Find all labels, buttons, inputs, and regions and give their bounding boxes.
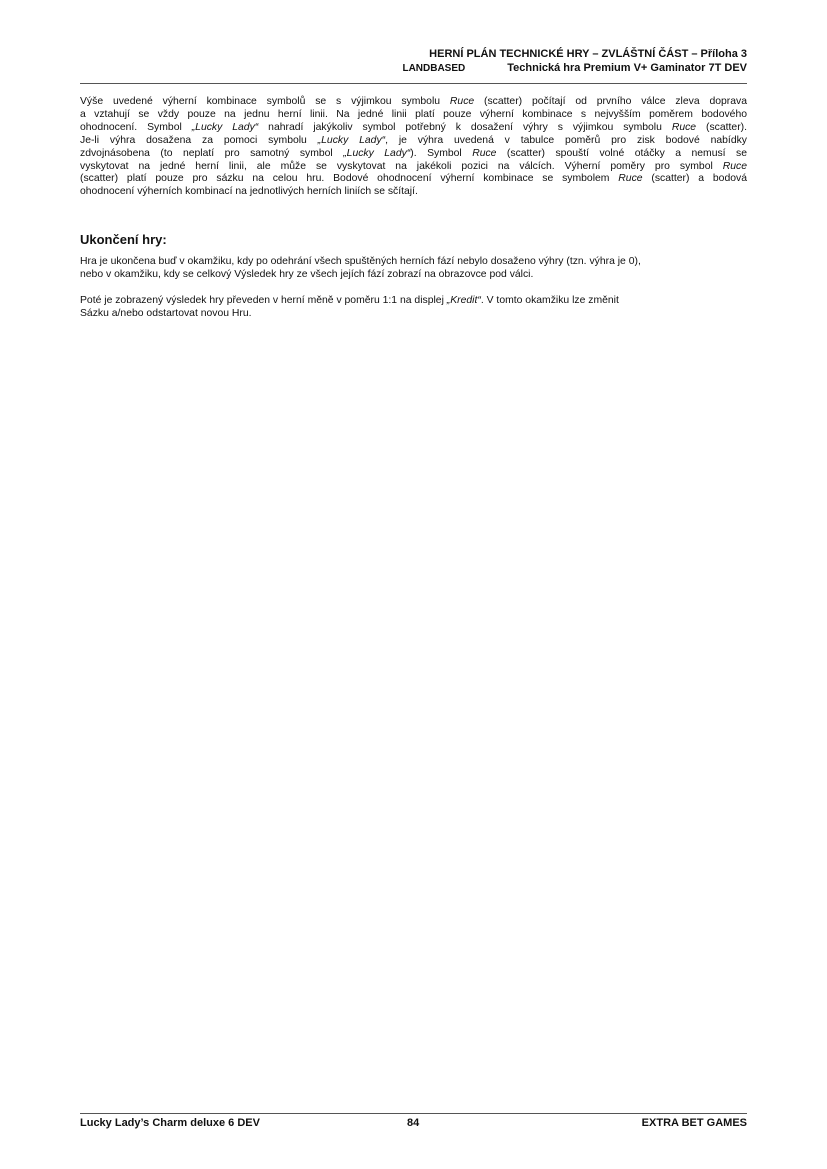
italic-term: Ruce <box>618 173 643 185</box>
italic-term: „Lucky Lady“ <box>191 121 259 133</box>
text: Výše uvedené výherní kombinace symbolů se s výjimkou symbolu <box>80 96 450 107</box>
text: nahradí jakýkoliv symbol potřebný k dosažení výhry s výjimkou symbolu <box>258 121 672 133</box>
italic-term: Ruce <box>671 121 697 133</box>
text: (scatter) počítají od prvního válce zleva doprava <box>474 96 747 107</box>
header-subtitle: Technická hra Premium V+ Gaminator 7T DEV <box>507 62 747 74</box>
text-line <box>80 161 747 174</box>
text: zdvojnásobena (to neplatí pro samotný symbol <box>80 147 344 159</box>
text: a vztahují se vždy pouze na jednu herní linii. Na jedné linii platí pouze výherní kombinace s nejvyšším poměrem bodového <box>80 108 747 120</box>
text-line <box>80 96 747 109</box>
footer-document-name: Lucky Lady’s Charm deluxe 6 DEV <box>80 1117 260 1129</box>
page-footer <box>80 1117 747 1129</box>
text-line: Sázku a/nebo odstartovat novou Hru. <box>80 307 252 319</box>
italic-term: Ruce <box>449 96 475 107</box>
text: (scatter) platí pouze pro sázku na celou hru. Bodové ohodnocení výherní kombinace se symbolem <box>80 173 619 185</box>
page-number: 84 <box>407 1117 420 1129</box>
text: . V tomto okamžiku lze změnit <box>480 295 619 306</box>
italic-term: „Kredit“ <box>446 295 481 306</box>
paragraph-game-end <box>80 256 747 282</box>
text: ). Symbol <box>410 147 473 159</box>
text-line <box>80 109 747 122</box>
text-line <box>80 135 747 148</box>
page-header <box>402 47 747 76</box>
header-rule <box>80 83 747 84</box>
text: (scatter) a bodová <box>642 173 747 185</box>
text-line <box>80 148 747 161</box>
paragraph-credit <box>80 295 747 321</box>
text-line <box>80 186 747 199</box>
italic-term: „Lucky Lady“ <box>317 134 386 146</box>
text: vyskytovat na jedné herní linii, ale může se vyskytovat na jakékoli pozici na válcích. Výherní poměry pro symbol <box>80 160 723 172</box>
italic-term: Ruce <box>472 147 497 159</box>
text: (scatter). <box>696 121 747 133</box>
text: Poté je zobrazený výsledek hry převeden v herní měně v poměru 1:1 na displej <box>80 295 447 306</box>
footer-company: EXTRA BET GAMES <box>641 1117 747 1129</box>
footer-rule <box>80 1113 747 1114</box>
text-line: nebo v okamžiku, kdy se celkový Výsledek hry ze všech jejích fází zobrazí na obrazovce pod válci. <box>80 268 534 280</box>
text: ohodnocení výherních kombinací na jednotlivých herních liniích se sčítají. <box>80 186 418 198</box>
paragraph-winning-combinations <box>80 96 747 199</box>
text: (scatter) spouští volné otáčky a nemusí se <box>496 147 747 159</box>
italic-term: „Lucky Lady“ <box>343 147 411 159</box>
text-line: Hra je ukončena buď v okamžiku, kdy po odehrání všech spuštěných herních fází nebylo dosaženo výhry (tzn. výhra je 0), <box>80 256 641 267</box>
header-title: HERNÍ PLÁN TECHNICKÉ HRY – ZVLÁŠTNÍ ČÁST – Příloha 3 <box>429 48 747 60</box>
text-line <box>80 122 747 135</box>
header-category: LANDBASED <box>402 63 466 74</box>
text: ohodnocení. Symbol <box>80 121 192 133</box>
text-line <box>80 173 747 186</box>
text: , je výhra uvedená v tabulce poměrů pro zisk bodové nabídky <box>385 134 747 146</box>
section-heading: Ukončení hry: <box>80 232 167 247</box>
text: Je-li výhra dosažena za pomoci symbolu <box>80 134 318 146</box>
italic-term: Ruce <box>722 160 747 172</box>
